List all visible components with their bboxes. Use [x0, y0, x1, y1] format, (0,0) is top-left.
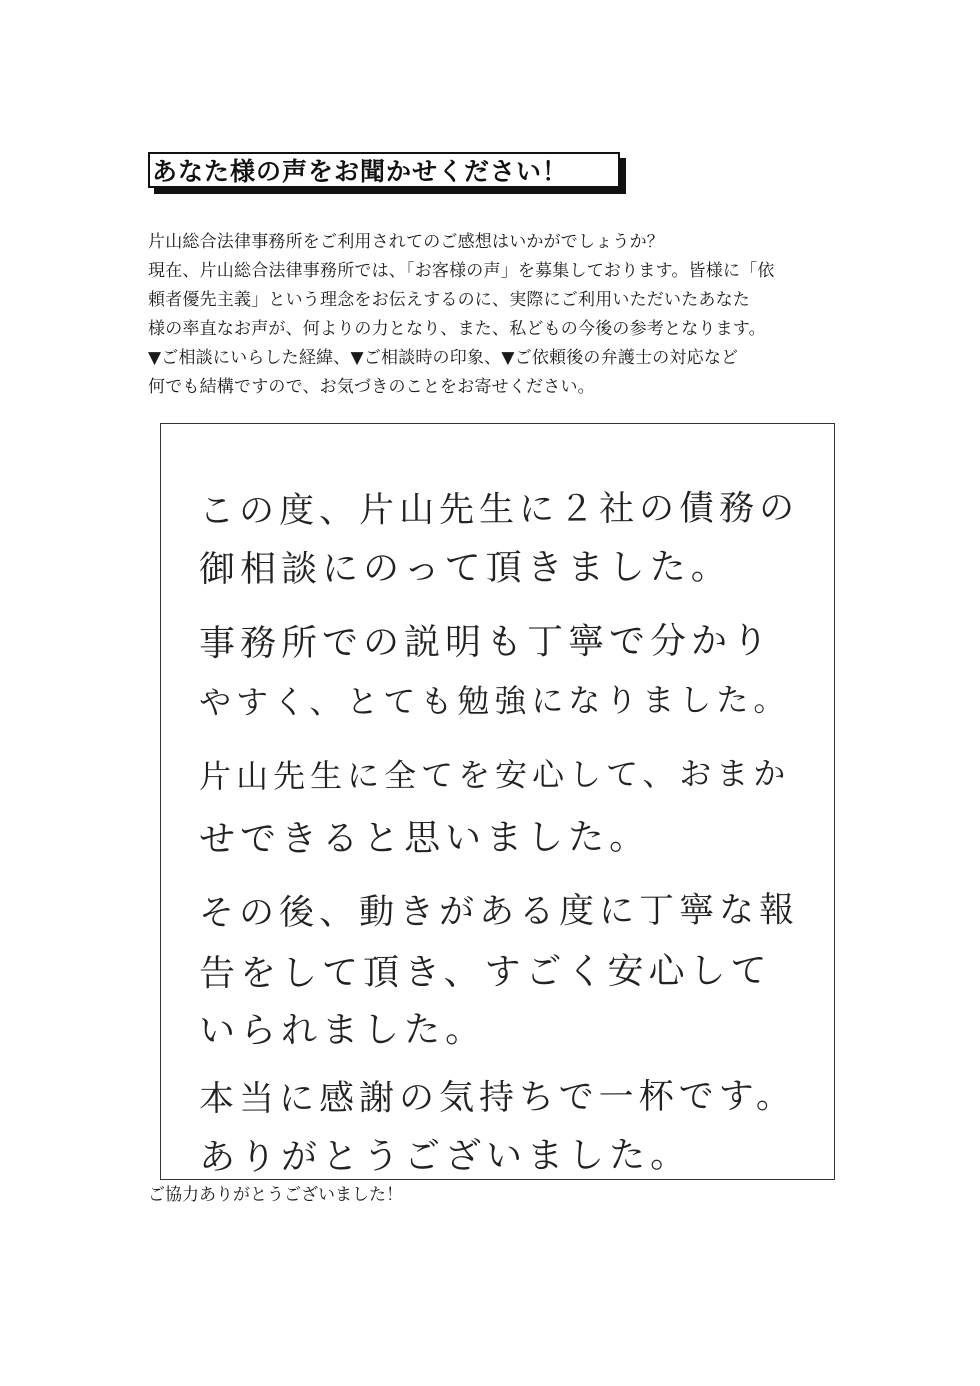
page-title: あなた様の声をお聞かせください！ — [152, 157, 569, 186]
handwritten-line: その後、動きがある度に丁寧な報 — [198, 890, 800, 934]
intro-line: 何でも結構ですので、お気づきのことをお寄せください。 — [148, 377, 595, 397]
handwritten-line: 片山先生に全てを安心して、おまか — [198, 754, 791, 796]
handwritten-line: 本当に感謝の気持ちで一杯です。 — [198, 1076, 796, 1120]
intro-paragraph — [148, 228, 848, 402]
handwritten-line: せできると思いました。 — [198, 816, 651, 861]
intro-line: 現在、片山総合法律事務所では、「お客様の声」を募集しております。皆様に「依 — [148, 261, 775, 281]
handwritten-line: やすく、とても勉強になりました。 — [198, 680, 791, 722]
handwritten-line: いられました。 — [198, 1009, 487, 1052]
title-box — [148, 152, 620, 188]
handwritten-line: 御相談にのって頂きました。 — [198, 546, 732, 591]
handwritten-line: この度、片山先生に２社の債務の — [198, 488, 800, 532]
handwritten-line: 事務所での説明も丁寧で分かり — [198, 620, 774, 665]
handwritten-line: ありがとうございました。 — [198, 1134, 692, 1179]
handwritten-message-box — [160, 423, 835, 1180]
closing-text: ご協力ありがとうございました！ — [148, 1185, 403, 1205]
intro-line: 様の率直なお声が、何よりの力となり、また、私どもの今後の参考となります。 — [148, 319, 766, 339]
intro-line: ▼ご相談にいらした経緯、▼ご相談時の印象、▼ご依頼後の弁護士の対応など — [148, 348, 739, 368]
handwritten-line: 告をして頂き、すごく安心して — [198, 950, 772, 995]
intro-line: 片山総合法律事務所をご利用されてのご感想はいかがでしょうか？ — [148, 232, 664, 252]
intro-line: 頼者優先主義」という理念をお伝えするのに、実際にご利用いただいたあなた — [148, 290, 750, 310]
